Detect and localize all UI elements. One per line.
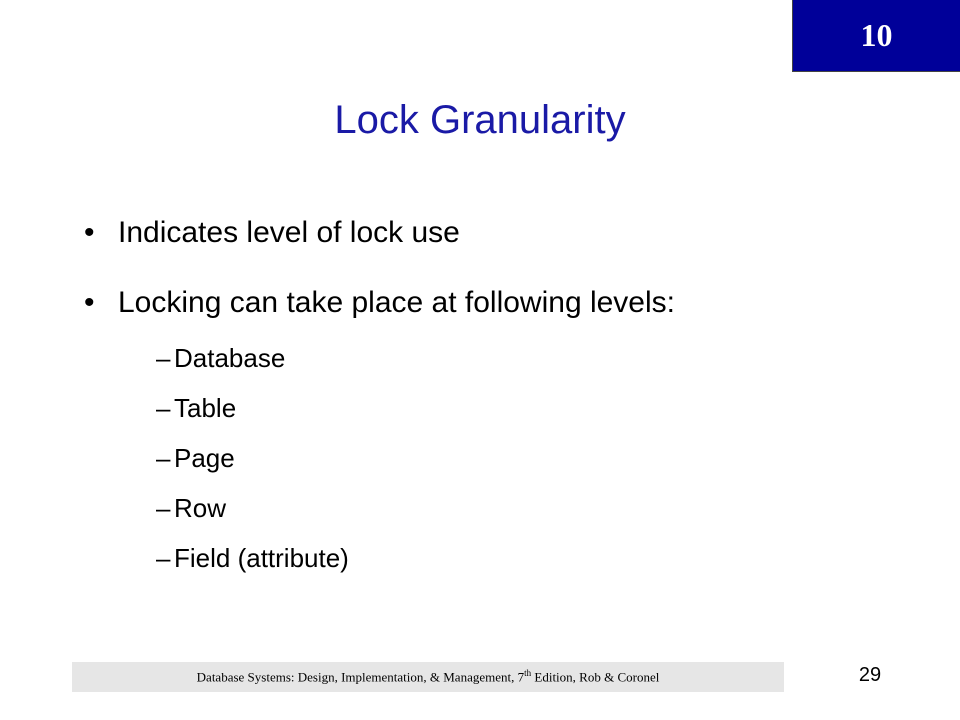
footer-text-main: Database Systems: Design, Implementation, & Management, 7 — [196, 669, 525, 685]
sub-item-database — [156, 333, 349, 383]
sub-item-text: Row — [174, 493, 227, 523]
bullet-item — [84, 285, 675, 321]
dash-icon: – — [156, 493, 171, 523]
sub-item-text: Database — [174, 343, 286, 373]
bullet-text: Locking can take place at following levels: — [118, 286, 675, 319]
chapter-number: 10 — [860, 17, 893, 53]
bullet-item — [84, 215, 675, 251]
dash-icon: – — [156, 443, 171, 473]
sub-item-table — [156, 383, 349, 433]
sub-item-text: Table — [174, 393, 237, 423]
page-number: 29 — [858, 664, 882, 686]
bullet-dot-icon: • — [84, 286, 95, 319]
dash-icon: – — [156, 393, 171, 423]
sub-item-text: Field (attribute) — [174, 543, 349, 573]
sub-item-row — [156, 483, 349, 533]
bullet-text: Indicates level of lock use — [118, 216, 460, 249]
bullet-dot-icon: • — [84, 216, 95, 249]
sub-bullet-list — [84, 333, 349, 583]
footer-text — [197, 668, 660, 685]
sub-item-page — [156, 433, 349, 483]
sub-item-text: Page — [174, 443, 235, 473]
footer-text-tail: Edition, Rob & Coronel — [531, 669, 660, 685]
bullet-list — [84, 215, 675, 321]
slide-title: Lock Granularity — [334, 98, 626, 142]
footer-superscript: th — [524, 668, 532, 679]
footer-bar — [72, 662, 784, 692]
dash-icon: – — [156, 343, 171, 373]
dash-icon: – — [156, 543, 171, 573]
sub-item-field — [156, 533, 349, 583]
chapter-badge — [792, 0, 960, 72]
